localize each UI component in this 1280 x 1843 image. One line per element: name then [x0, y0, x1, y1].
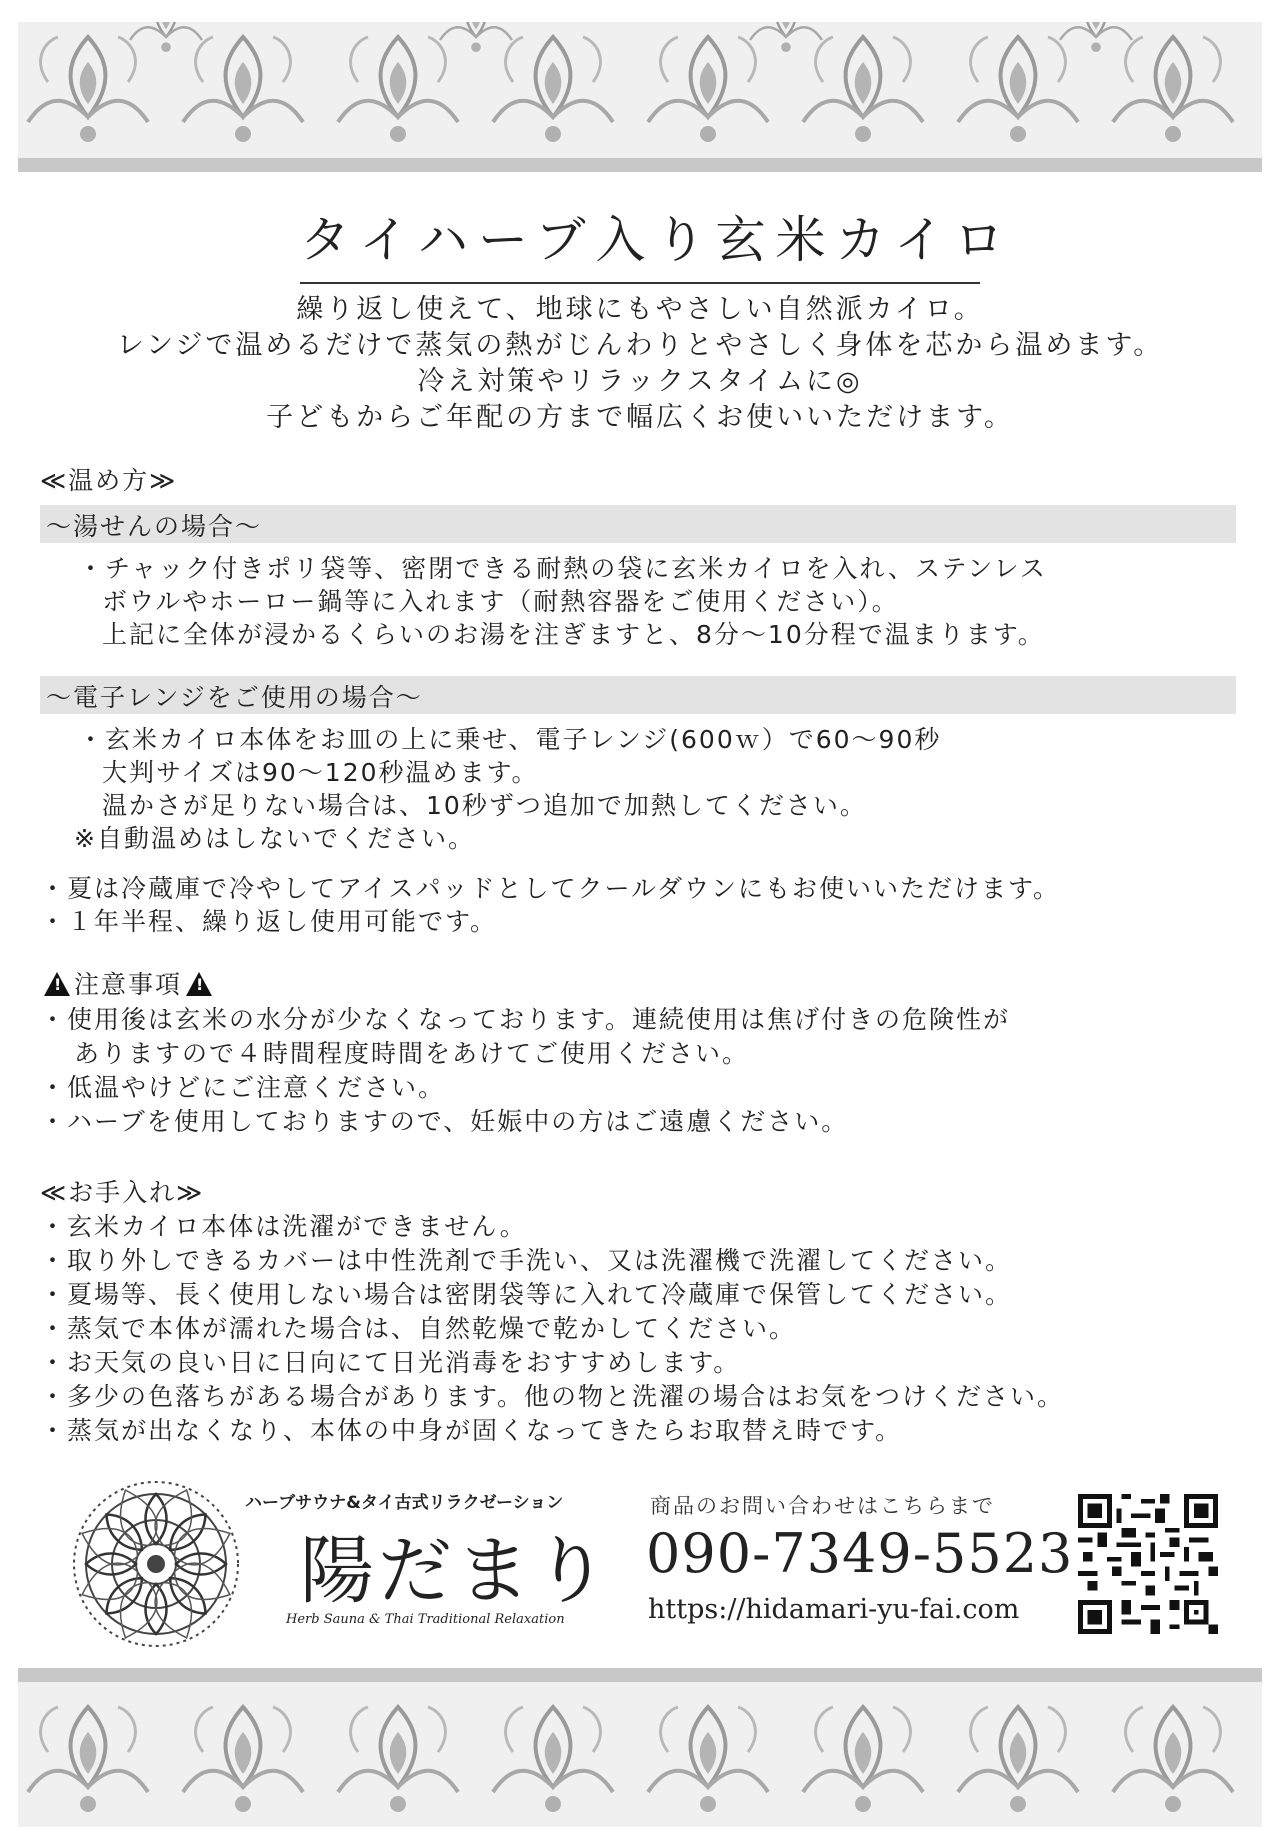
microwave-subheading-bar: [40, 676, 1236, 714]
yusen-line: ボウルやホーロー鍋等に入れます（耐熱容器をご使用ください）。: [102, 587, 899, 616]
qr-code[interactable]: [1078, 1494, 1218, 1634]
care-line: ・蒸気が出なくなり、本体の中身が固くなってきたらお取替え時です。: [40, 1416, 903, 1445]
caution-line: ・ハーブを使用しておりますので、妊娠中の方はご遠慮ください。: [40, 1107, 849, 1136]
ornament-pattern-bottom: [18, 1682, 1262, 1827]
brand-subtitle: ハーブサウナ&タイ古式リラクゼーション: [245, 1493, 564, 1513]
intro-line: 冷え対策やリラックスタイムに◎: [417, 366, 863, 397]
intro-text: [0, 292, 1280, 436]
ornament-pattern-top: [18, 22, 1262, 172]
microwave-line: 大判サイズは90〜120秒温めます。: [102, 758, 539, 787]
intro-line: レンジで温めるだけで蒸気の熱がじんわりとやさしく身体を芯から温めます。: [116, 330, 1164, 361]
microwave-line: ※自動温めはしないでください。: [74, 824, 475, 853]
caution-line: ・使用後は玄米の水分が少なくなっております。連続使用は焦げ付きの危険性が: [40, 1005, 1011, 1034]
page-title: タイハーブ入り玄米カイロ: [300, 200, 980, 284]
caution-heading: [40, 968, 216, 1002]
microwave-line: ・玄米カイロ本体をお皿の上に乗せ、電子レンジ(600ｗ）で60〜90秒: [78, 725, 942, 754]
care-line: ・蒸気で本体が濡れた場合は、自然乾燥で乾かしてください。: [40, 1314, 797, 1343]
yusen-line: 上記に全体が浸かるくらいのお湯を注ぎますと、8分〜10分程で温まります。: [102, 620, 1045, 649]
website-url[interactable]: https://hidamari-yu-fai.com: [648, 1594, 1020, 1625]
care-line: ・夏場等、長く使用しない場合は密閉袋等に入れて冷蔵庫で保管してください。: [40, 1280, 1013, 1309]
mandala-logo: [70, 1478, 242, 1650]
yusen-subheading-bar: [40, 505, 1236, 543]
yusen-line: ・チャック付きポリ袋等、密閉できる耐熱の袋に玄米カイロを入れ、ステンレス: [78, 554, 1047, 583]
extra-line: ・１年半程、繰り返し使用可能です。: [40, 907, 498, 936]
care-line: ・取り外しできるカバーは中性洗剤で手洗い、又は洗濯機で洗濯してください。: [40, 1246, 1013, 1275]
bottom-ornament-band: [18, 1682, 1262, 1827]
warning-icon: [186, 972, 212, 996]
microwave-subheading: 〜電子レンジをご使用の場合〜: [46, 683, 423, 712]
extra-line: ・夏は冷蔵庫で冷やしてアイスパッドとしてクールダウンにもお使いいただけます。: [40, 874, 1061, 903]
caution-line: ありますので４時間程度時間をあけてご使用ください。: [74, 1039, 750, 1068]
top-band-rule: [18, 158, 1262, 172]
yusen-subheading: 〜湯せんの場合〜: [46, 512, 263, 541]
care-heading: ≪お手入れ≫: [40, 1178, 205, 1207]
care-line: ・多少の色落ちがある場合があります。他の物と洗濯の場合はお気をつけください。: [40, 1382, 1065, 1411]
bottom-band-rule: [18, 1668, 1262, 1682]
brand-name: 陽だまり: [300, 1528, 612, 1614]
caution-line: ・低温やけどにご注意ください。: [40, 1073, 446, 1102]
intro-line: 子どもからご年配の方まで幅広くお使いいただけます。: [266, 402, 1014, 433]
contact-lead: 商品のお問い合わせはこちらまで: [650, 1494, 995, 1518]
microwave-line: 温かさが足りない場合は、10秒ずつ追加で加熱してください。: [102, 791, 867, 820]
care-line: ・お天気の良い日に日向にて日光消毒をおすすめします。: [40, 1348, 741, 1377]
warning-icon: [44, 972, 70, 996]
intro-line: 繰り返し使えて、地球にもやさしい自然派カイロ。: [296, 294, 984, 325]
brand-english: Herb Sauna & Thai Traditional Relaxation: [286, 1612, 565, 1627]
care-line: ・玄米カイロ本体は洗濯ができません。: [40, 1212, 527, 1241]
top-ornament-band: [18, 22, 1262, 172]
how-to-heading: ≪温め方≫: [40, 466, 178, 495]
caution-heading-text: 注意事項: [74, 970, 183, 999]
phone-number[interactable]: 090-7349-5523: [646, 1522, 1074, 1585]
